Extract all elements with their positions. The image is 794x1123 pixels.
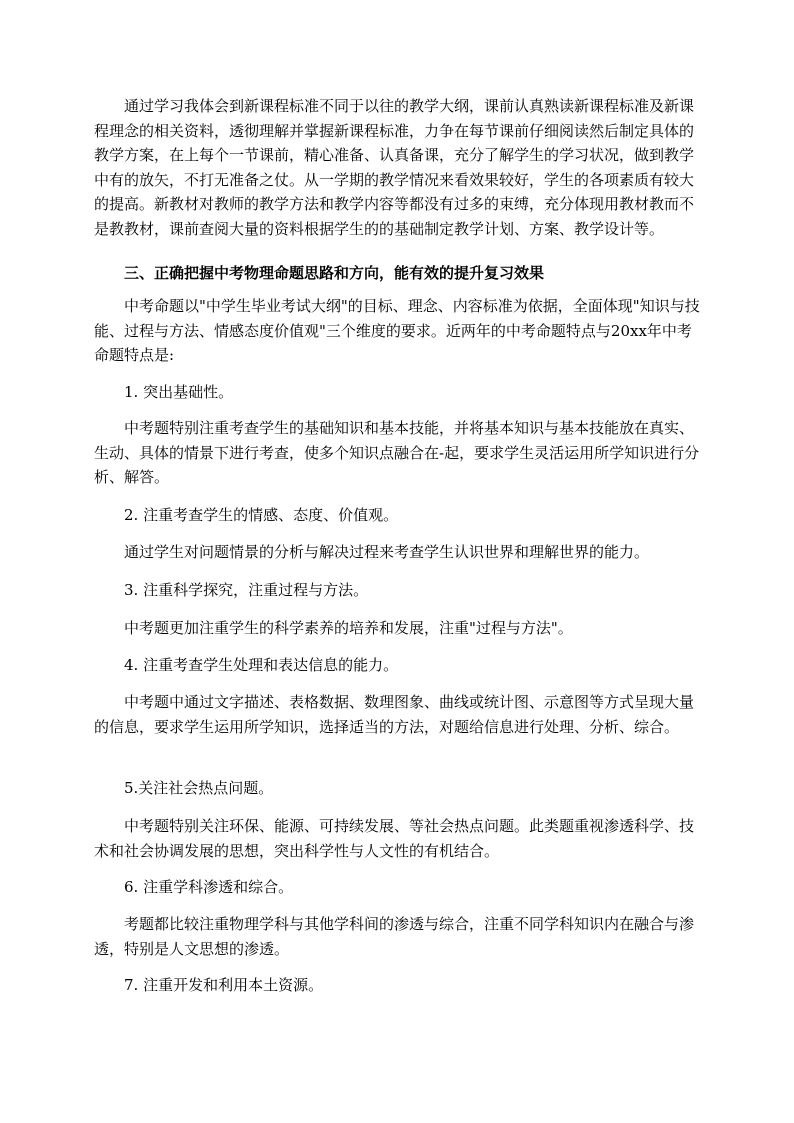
list-item-5: 5.关注社会热点问题。 — [124, 779, 274, 797]
paragraph-5: 中考题特别关注环保、能源、可持续发展、等社会热点问题。此类题重视渗透科学、技术和社会协调发展的思想，突出科学性与人文性的有机结合。 — [94, 817, 695, 860]
paragraph-4: 中考题中通过文字描述、表格数据、数理图象、曲线或统计图、示意图等方式呈现大量的信息，要求学生运用所学知识，选择适当的方法，对题给信息进行处理、分析、综合。 — [94, 693, 695, 736]
list-item-4: 4. 注重考查学生处理和表达信息的能力。 — [124, 656, 399, 674]
list-item-6: 6. 注重学科渗透和综合。 — [124, 878, 294, 896]
list-item-2: 2. 注重考查学生的情感、态度、价值观。 — [124, 506, 399, 524]
paragraph-6: 考题都比较注重物理学科与其他学科间的渗透与综合，注重不同学科知识内在融合与渗透，特别是人文思想的渗透。 — [94, 915, 695, 958]
paragraph-exam-basis: 中考命题以"中学生毕业考试大纲"的目标、理念、内容标准为依据，全面体现"知识与技能、过程与方法、情感态度价值观"三个维度的要求。近两年的中考命题特点与20xx年中考命题特点是: — [94, 297, 700, 365]
list-item-3: 3. 注重科学探究，注重过程与方法。 — [124, 581, 369, 599]
list-item-7: 7. 注重开发和利用本土资源。 — [124, 976, 324, 994]
section-heading: 三、正确把握中考物理命题思路和方向，能有效的提升复习效果 — [124, 264, 545, 282]
paragraph-3: 中考题更加注重学生的科学素养的培养和发展，注重"过程与方法"。 — [124, 619, 573, 637]
paragraph-1: 中考题特别注重考查学生的基础知识和基本技能，并将基本知识与基本技能放在真实、生动、具体的情景下进行考查，使多个知识点融合在-起，要求学生灵活运用所学知识进行分析、解答。 — [94, 419, 700, 487]
paragraph-2: 通过学生对问题情景的分析与解决过程来考查学生认识世界和理解世界的能力。 — [124, 543, 650, 561]
intro-paragraph: 通过学习我体会到新课程标准不同于以往的教学大纲，课前认真熟读新课程标准及新课程理念的相关资料，透彻理解并掌握新课程标准，力争在每节课前仔细阅读然后制定具体的教学方案，在上每个一节课前，精心准备、认真备课，充分了解学生的学习状况，做到教学中有的放矢，不打无准备之仗。从一学期的教学情况来看效果较好，学生的各项素质有较大的提高。新教材对教师的教学方法和教学内容等都没有过多的束缚，充分体现用教材教而不是教教材，课前查阅大量的资料根据学生的的基础制定教学计划、方案、教学设计等。 — [94, 97, 695, 238]
list-item-1: 1. 突出基础性。 — [124, 383, 234, 401]
